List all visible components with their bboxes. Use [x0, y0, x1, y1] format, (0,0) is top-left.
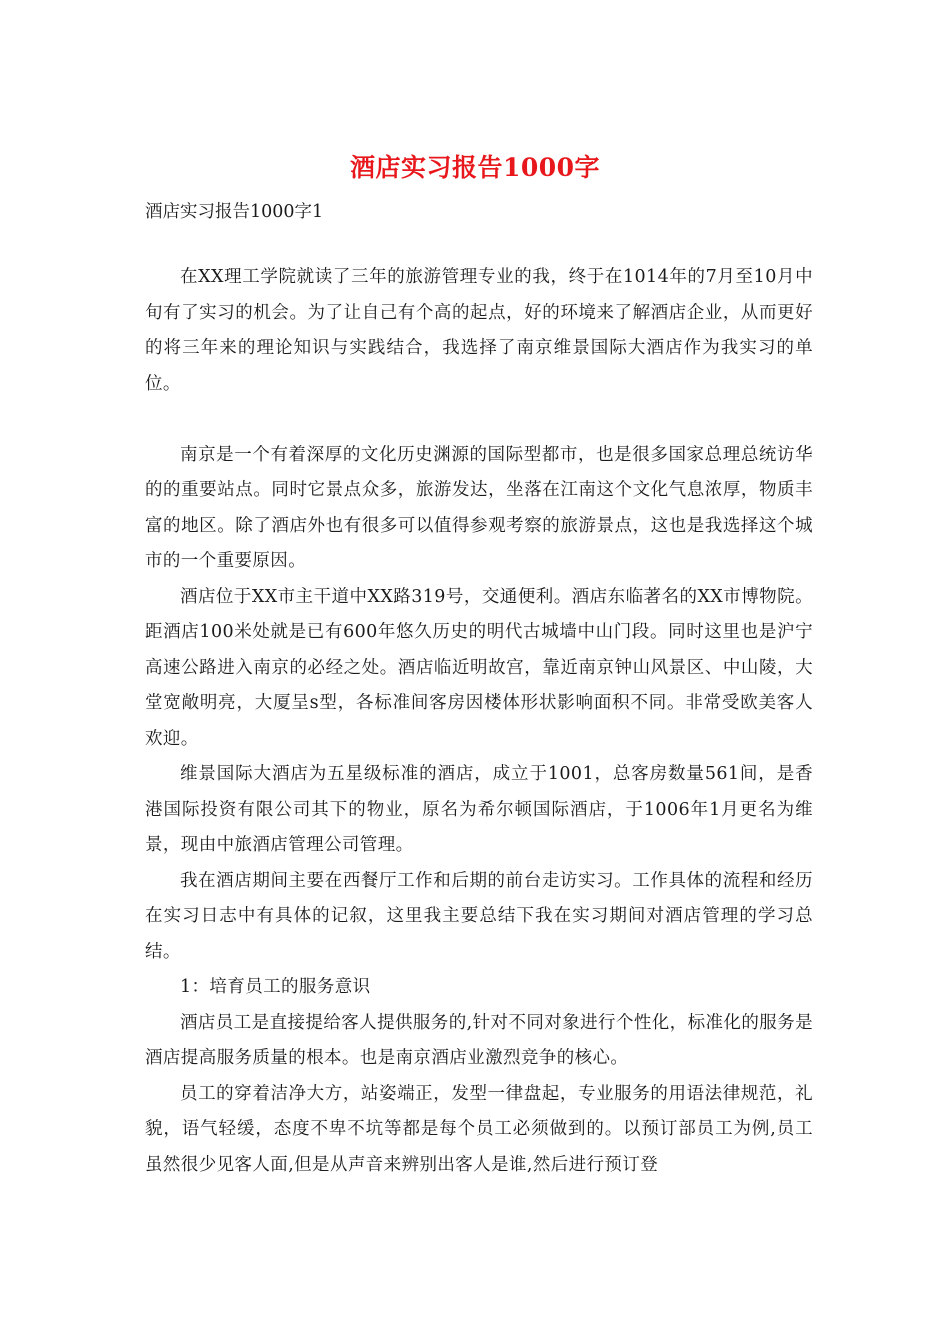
section-heading-1: 1：培育员工的服务意识 [180, 977, 371, 997]
blank-line [145, 402, 813, 438]
document-subtitle: 酒店实习报告1000字1 [145, 202, 324, 222]
paragraph-7: 员工的穿着洁净大方，站姿端正，发型一律盘起，专业服务的用语法律规范，礼貌，语气轻缓，态度不卑不坑等都是每个员工必须做到的。以预订部员工为例,员工虽然很少见客人面,但是从声音来辨别出客人是谁,然后进行预订登 [145, 1083, 813, 1175]
paragraph-1: 在XX理工学院就读了三年的旅游管理专业的我，终于在1014年的7月至10月中旬有了实习的机会。为了让自己有个高的起点，好的环境来了解酒店企业，从而更好的将三年来的理论知识与实践结合，我选择了南京维景国际大酒店作为我实习的单位。 [145, 267, 813, 394]
document-title: 酒店实习报告1000字 [349, 153, 601, 182]
paragraph-2: 南京是一个有着深厚的文化历史渊源的国际型都市，也是很多国家总理总统访华的的重要站点。同时它景点众多，旅游发达，坐落在江南这个文化气息浓厚，物质丰富的地区。除了酒店外也有很多可以值得参观考察的旅游景点，这也是我选择这个城市的一个重要原因。 [145, 444, 813, 571]
paragraph-5: 我在酒店期间主要在西餐厅工作和后期的前台走访实习。工作具体的流程和经历在实习日志中有具体的记叙，这里我主要总结下我在实习期间对酒店管理的学习总结。 [145, 870, 813, 962]
paragraph-3: 酒店位于XX市主干道中XX路319号，交通便利。酒店东临著名的XX市博物院。距酒店100米处就是已有600年悠久历史的明代古城墙中山门段。同时这里也是沪宁高速公路进入南京的必经之处。酒店临近明故宫，靠近南京钟山风景区、中山陵，大堂宽敞明亮，大厦呈s型，各标准间客房因楼体形状影响面积不同。非常受欧美客人欢迎。 [145, 586, 813, 749]
paragraph-6: 酒店员工是直接提给客人提供服务的,针对不同对象进行个性化，标准化的服务是酒店提高服务质量的根本。也是南京酒店业激烈竞争的核心。 [145, 1012, 813, 1068]
paragraph-4: 维景国际大酒店为五星级标准的酒店，成立于1001，总客房数量561间，是香港国际投资有限公司其下的物业，原名为希尔顿国际酒店，于1006年1月更名为维景，现由中旅酒店管理公司管理。 [145, 764, 813, 855]
document-body [145, 260, 813, 1183]
